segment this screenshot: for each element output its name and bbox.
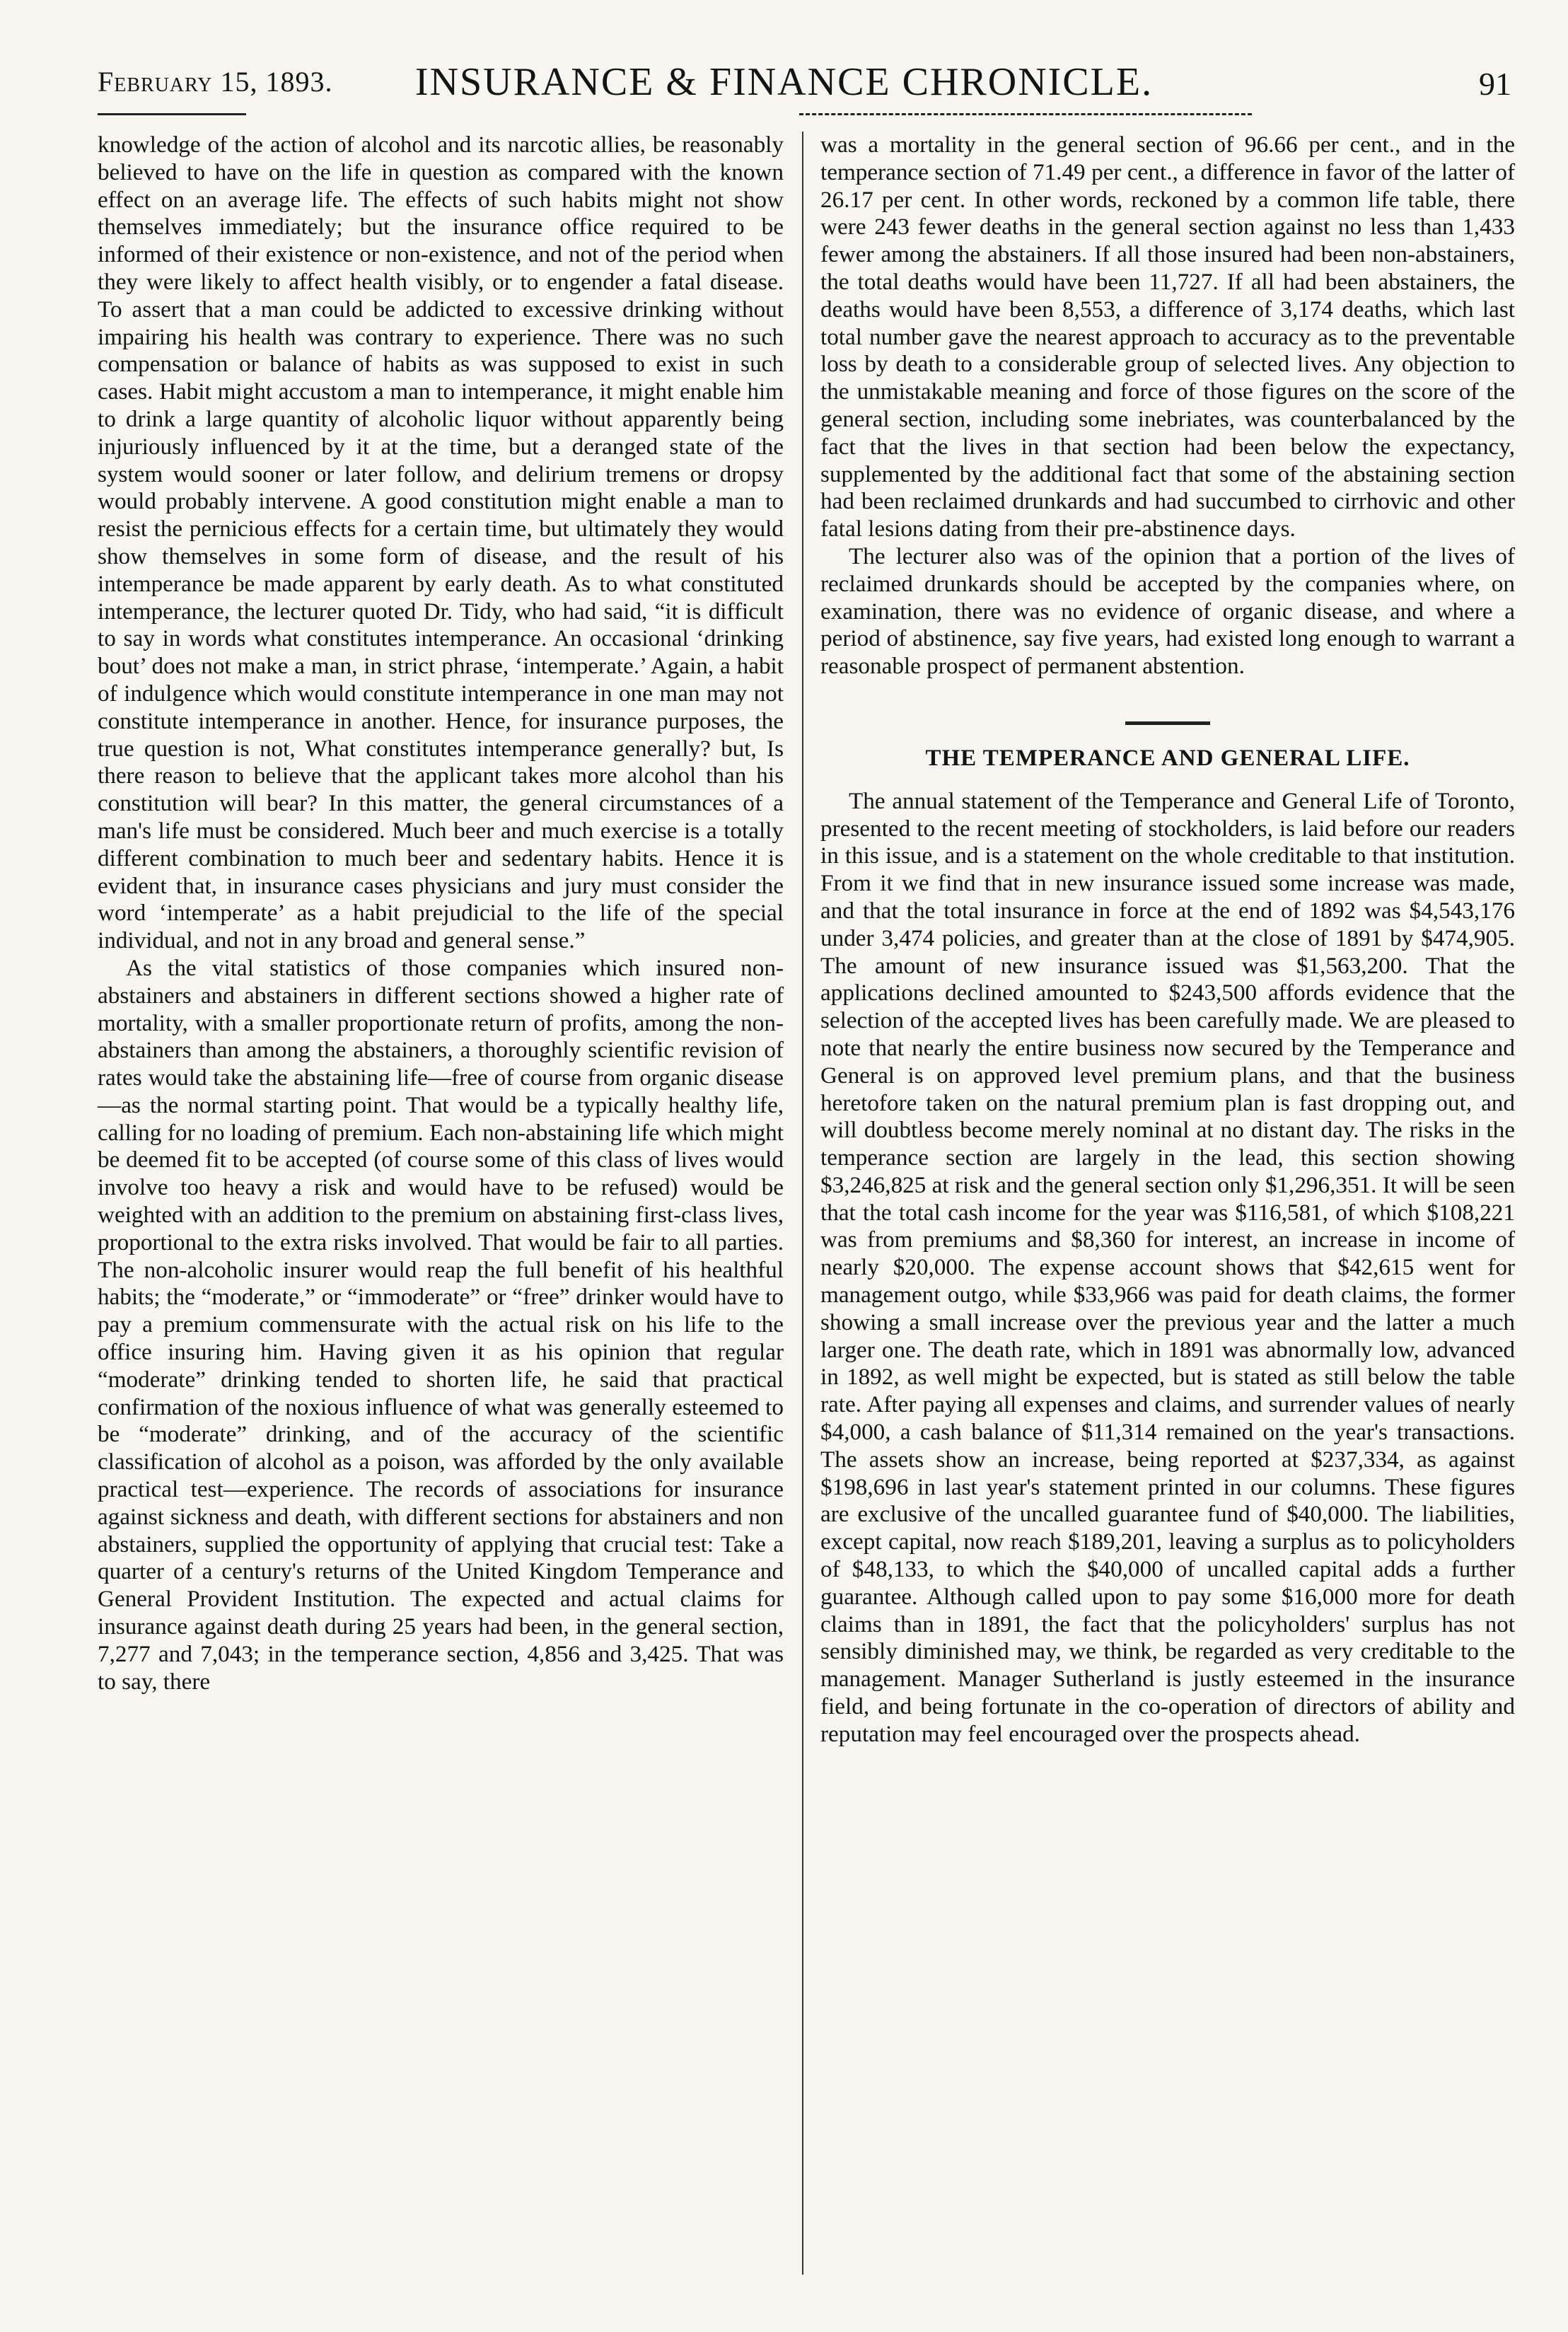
article-paragraph: knowledge of the action of alcohol and its narcotic allies, be reasonably believed to have on the life in question as compared with the known effect on an average life. The effects of such habits might not show themselves immediately; but the insurance office required to be informed of their existence or non-existence, and not of the period when they were likely to affect health visibly, or to engender a fatal disease. To assert that a man could be addicted to excessive drinking without impairing his health was contrary to experience. There was no such compensation or balance of habits as was supposed to exist in such cases. Habit might accustom a man to intemperance, it might enable him to drink a large quantity of alcoholic liquor without apparently being injuriously influenced by it at the time, but a deranged state of the system would sooner or later follow, and delirium tremens or dropsy would probably intervene. A good constitution might enable a man to resist the pernicious effects for a certain time, but ultimately they would show themselves in some form of disease, and the result of his intemperance be made apparent by early death. As to what constituted intemperance, the lecturer quoted Dr. Tidy, who had said, “it is difficult to say in words what constitutes intemperance. An occasional ‘drinking bout’ does not make a man, in strict phrase, ‘intemperate.’ Again, a habit of indulgence which would constitute intemperance in one man may not constitute intemperance in another. Hence, for insurance purposes, the true question is not, What constitutes intemperance generally? but, Is there reason to believe that the applicant takes more alcohol than his constitution will bear? In this matter, the general circumstances of a man's life must be considered. Much beer and much exercise is a totally different combination to much beer and sedentary habits. Hence it is evident that, in insurance cases physicians and jury must consider the word ‘intemperate’ as a habit prejudicial to the life of the special individual, and not in any broad and general sense.” [98,132,784,954]
article-paragraph: As the vital statistics of those companies which insured non-abstainers and abstainers in different sections showed a higher rate of mortality, with a smaller proportionate return of profits, among the non-abstainers than among the abstainers, a thoroughly scientific revision of rates would take the abstaining life—free of course from organic disease—as the normal starting point. That would be a typically healthy life, calling for no loading of premium. Each non-abstaining life which might be deemed fit to be accepted (of course some of this class of lives would involve too heavy a risk and would have to be refused) would be weighted with an addition to the premium on abstaining first-class lives, proportional to the extra risks involved. That would be fair to all parties. The non-alcoholic insurer would reap the full benefit of his healthful habits; the “moderate,” or “immoderate” or “free” drinker would have to pay a premium commensurate with the actual risk on his life to the office insuring him. Having given it as his opinion that regular “moderate” drinking tended to shorten life, he said that practical confirmation of the noxious influence of what was generally esteemed to be “moderate” drinking, and of the accuracy of the scientific classification of alcohol as a poison, was afforded by the only available practical test—experience. The records of associations for insurance against sickness and death, with different sections for abstainers and non abstainers, supplied the opportunity of applying that crucial test: Take a quarter of a century's returns of the United Kingdom Temperance and General Provident Institution. The expected and actual claims for insurance against death during 25 years had been, in the general section, 7,277 and 7,043; in the temperance section, 4,856 and 3,425. That was to say, there [98,954,784,1695]
article-paragraph: The lecturer also was of the opinion that a portion of the lives of reclaimed drunkards should be accepted by the companies where, on examination, there was no evidence of organic disease, and where a period of abstinence, say five years, had existed long enough to warrant a reasonable prospect of permanent abstention. [820,543,1515,680]
right-column [820,132,1515,1748]
article-paragraph: was a mortality in the general section of 96.66 per cent., and in the temperance section of 71.49 per cent., a difference in favor of the latter of 26.17 per cent. In other words, reckoned by a common life table, there were 243 fewer deaths in the general section against no less than 1,433 fewer among the abstainers. If all those insured had been non-abstainers, the total deaths would have been 11,727. If all had been abstainers, the deaths would have been 8,553, a difference of 3,174 deaths, which last total number gave the nearest approach to accuracy as to the preventable loss by death to a considerable group of selected lives. Any objection to the unmistakable meaning and force of those figures on the score of the general section, including some inebriates, was counterbalanced by the fact that the lives in that section had been below the expectancy, supplemented by the additional fact that some of the abstaining section had been reclaimed drunkards and had succumbed to cirrhovic and other fatal lesions dating from their pre-abstinence days. [820,132,1515,543]
page-header [0,0,1568,113]
issue-date: February 15, 1893. [98,66,333,98]
article-heading: THE TEMPERANCE AND GENERAL LIFE. [925,745,1410,771]
article-paragraph: The annual statement of the Temperance and General Life of Toronto, presented to the recent meeting of stockholders, is laid before our readers in this issue, and is a statement on the whole creditable to that institution. From it we find that in new insurance issued some increase was made, and that the total insurance in force at the end of 1892 was $4,543,176 under 3,474 policies, and greater than at the close of 1891 by $474,905. The amount of new insurance issued was $1,563,200. That the applications declined amounted to $243,500 affords evidence that the selection of the accepted lives has been carefully made. We are pleased to note that nearly the entire business now secured by the Temperance and General is on approved level premium plans, and that the business heretofore taken on the natural premium plan is fast dropping out, and will doubtless become merely nominal at no distant day. The risks in the temperance section are largely in the lead, this section showing $3,246,825 at risk and the general section only $1,296,351. It will be seen that the total cash income for the year was $116,581, of which $108,221 was from premiums and $8,360 for interest, an increase in income of nearly $20,000. The expense account shows that $42,615 went for management outgo, while $33,966 was paid for death claims, the former showing a small increase over the previous year and the latter a much larger one. The death rate, which in 1891 was abnormally low, advanced in 1892, as well might be expected, but is stated as still below the table rate. After paying all expenses and claims, and surrender values of nearly $4,000, a cash balance of $11,314 remained on the year's transactions. The assets show an increase, being reported at $237,334, as against $198,696 in last year's statement printed in our columns. These figures are exclusive of the uncalled guarantee fund of $40,000. The liabilities, except capital, now reach $189,201, leaving a surplus as to policyholders of $48,133, to which the $40,000 of uncalled capital adds a further guarantee. Although called upon to pay some $16,000 more for death claims than in 1891, the fact that the policyholders' surplus has not sensibly diminished may, we think, be regarded as very creditable to the management. Manager Sutherland is justly esteemed in the insurance field, and being fortunate in the co-operation of directors of ability and reputation may feel encouraged over the prospects ahead. [820,787,1515,1747]
header-rule-right [799,113,1252,115]
header-rule-left [98,113,246,115]
left-column [98,132,784,1695]
column-divider [802,132,803,2275]
page-number: 91 [1479,66,1511,102]
section-divider [1125,721,1210,725]
publication-title: INSURANCE & FINANCE CHRONICLE. [414,60,1154,104]
